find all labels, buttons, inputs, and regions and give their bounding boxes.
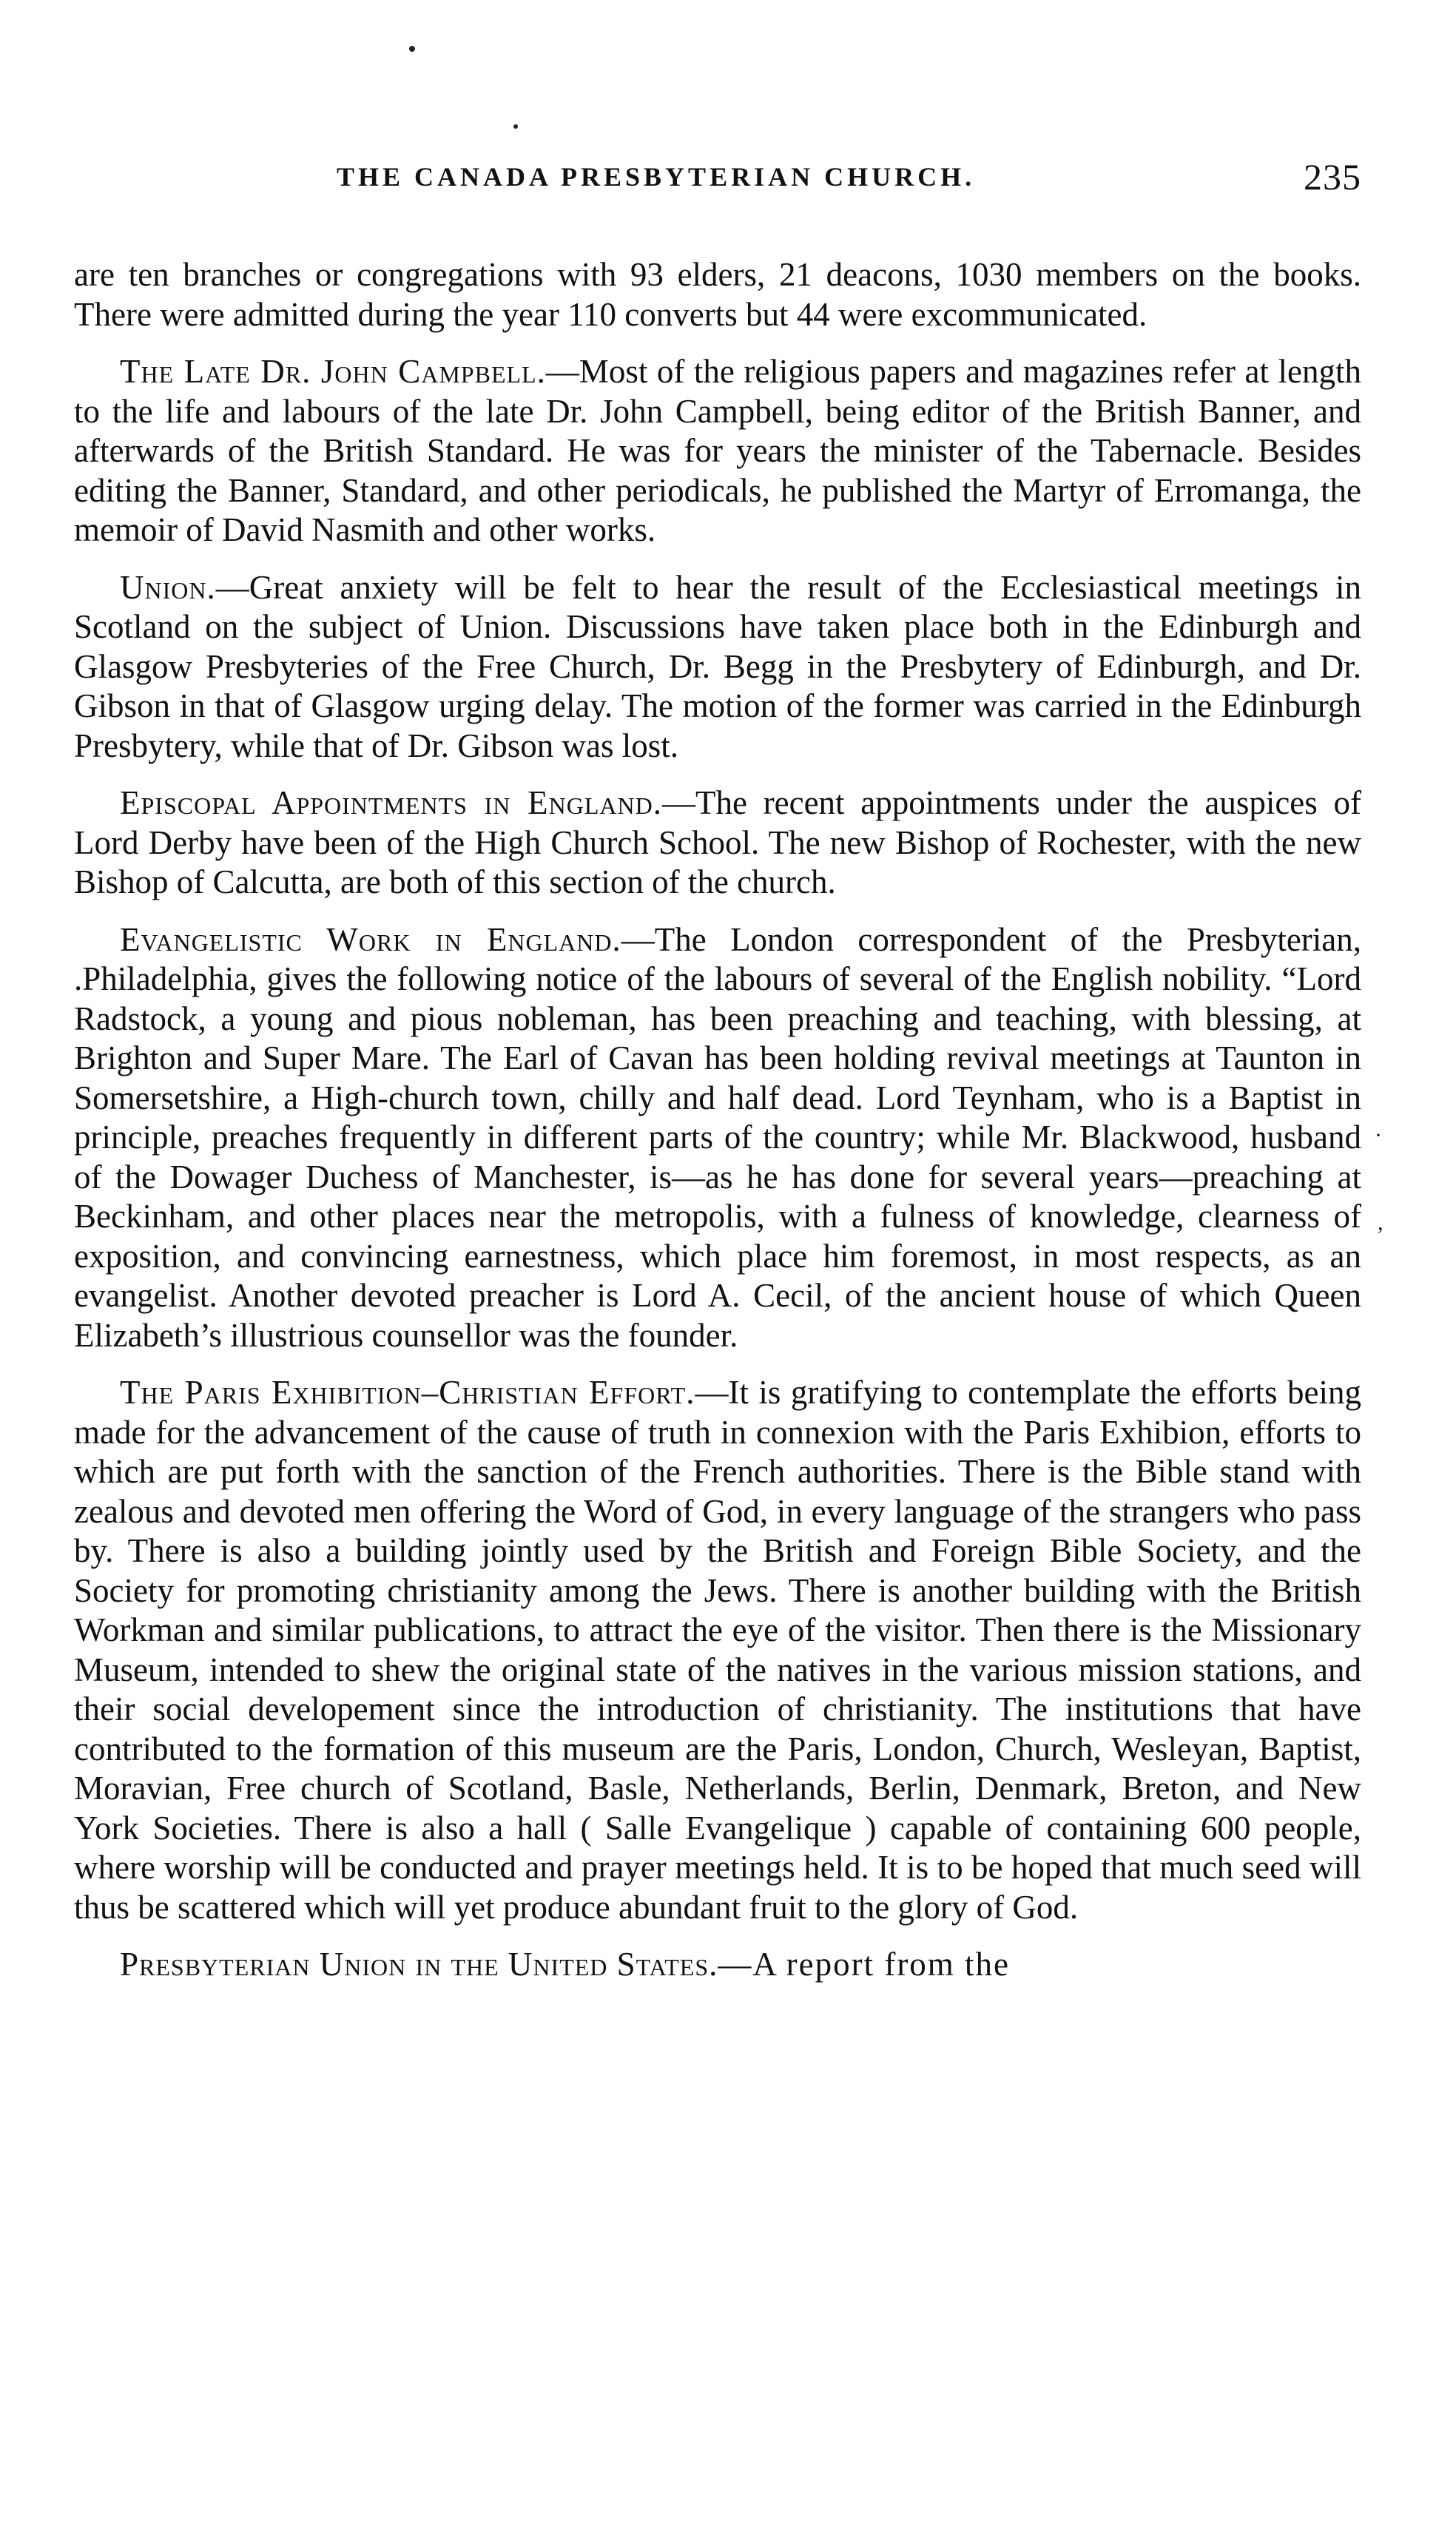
paragraph-dr-john-campbell <box>74 352 1361 550</box>
stray-mark-top <box>409 46 415 52</box>
paragraph-heading: Presbyterian Union in the United States. <box>120 1946 718 1983</box>
paragraph-paris-exhibition <box>74 1373 1361 1927</box>
paragraph-union <box>74 568 1361 766</box>
paragraph-text: are ten branches or congregations with 93 elders, 21 deacons, 1030 members on the books. There were admitted during the year 110 converts but 44 were excommunicated. <box>74 256 1361 333</box>
margin-mark: · <box>1375 1123 1382 1147</box>
paragraph-heading: The Late Dr. John Campbell. <box>120 353 546 390</box>
paragraph-heading: Union. <box>120 568 216 606</box>
paragraph-heading: The Paris Exhibition–Christian Effort. <box>120 1374 695 1411</box>
margin-mark: , <box>1378 1210 1383 1235</box>
paragraph-text: —Most of the religious papers and magazines refer at length to the life and labours of the late Dr. John Campbell, being editor of the British Banner, and afterwards of the British Standard. He was for years the minister of the Tabernacle. Besides editing the Banner, Standard, and other periodicals, he published the Martyr of Erromanga, the memoir of David Nasmith and other works. <box>74 353 1362 548</box>
paragraph-continuation <box>74 255 1361 334</box>
paragraph-presbyterian-union <box>74 1945 1361 1985</box>
paragraph-heading: Evangelistic Work in England. <box>120 920 621 958</box>
running-title: THE CANADA PRESBYTERIAN CHURCH. <box>337 162 976 192</box>
paragraph-episcopal-appointments <box>74 783 1361 903</box>
running-header <box>74 156 1361 206</box>
paragraph-evangelistic-work <box>74 920 1361 1356</box>
stray-mark-upper <box>513 124 518 129</box>
paragraph-text: —A report from the <box>718 1946 1011 1983</box>
page-number: 235 <box>1304 156 1361 198</box>
article-body <box>74 255 1361 1985</box>
paragraph-text: —It is gratifying to contemplate the efforts being made for the advancement of the cause of truth in connexion with the Paris Exhibion, efforts to which are put forth with the sanction of the French authorities. There is the Bible stand with zealous and devoted men offering the Word of God, in every language of the strangers who pass by. There is also a building jointly used by the British and Foreign Bible Society, and the Society for promoting christianity among the Jews. There is another building with the British Workman and similar publications, to attract the eye of the visitor. Then there is the Missionary Museum, intended to shew the original state of the natives in the various mission stations, and their social developement since the introduction of christianity. The institutions that have contributed to the formation of this museum are the Paris, London, Church, Wesleyan, Baptist, Moravian, Free church of Scotland, Basle, Netherlands, Berlin, Denmark, Breton, and New York Societies. There is also a hall ( Salle Evangelique ) capable of containing 600 people, where worship will be conducted and prayer meetings held. It is to be hoped that much seed will thus be scattered which will yet produce abundant fruit to the glory of God. <box>74 1374 1361 1926</box>
paragraph-heading: Episcopal Appointments in England. <box>120 784 662 821</box>
paragraph-text: —The London correspondent of the Presbyterian, .Philadelphia, gives the following notice of the labours of several of the English nobility. “Lord Radstock, a young and pious nobleman, has been preaching and teaching, with blessing, at Brighton and Super Mare. The Earl of Cavan has been holding revival meetings at Taunton in Somersetshire, a High-church town, chilly and half dead. Lord Teynham, who is a Baptist in principle, preaches frequently in different parts of the country; while Mr. Blackwood, husband of the Dowager Duchess of Manchester, is—as he has done for several years—preaching at Beckinham, and other places near the metropolis, with a fulness of knowledge, clearness of exposition, and convincing earnestness, which place him foremost, in most respects, as an evangelist. Another devoted preacher is Lord A. Cecil, of the ancient house of which Queen Elizabeth’s illustrious counsellor was the founder. <box>74 920 1362 1354</box>
paragraph-text: —Great anxiety will be felt to hear the result of the Ecclesiastical meetings in Scotland on the subject of Union. Discussions have taken place both in the Edinburgh and Glasgow Presbyteries of the Free Church, Dr. Begg in the Presbytery of Edinburgh, and Dr. Gibson in that of Glasgow urging delay. The motion of the former was carried in the Edinburgh Presbytery, while that of Dr. Gibson was lost. <box>74 568 1361 764</box>
paragraph-text: —The recent appointments under the auspices of Lord Derby have been of the High Church School. The new Bishop of Rochester, with the new Bishop of Calcutta, are both of this section of the church. <box>74 784 1362 900</box>
